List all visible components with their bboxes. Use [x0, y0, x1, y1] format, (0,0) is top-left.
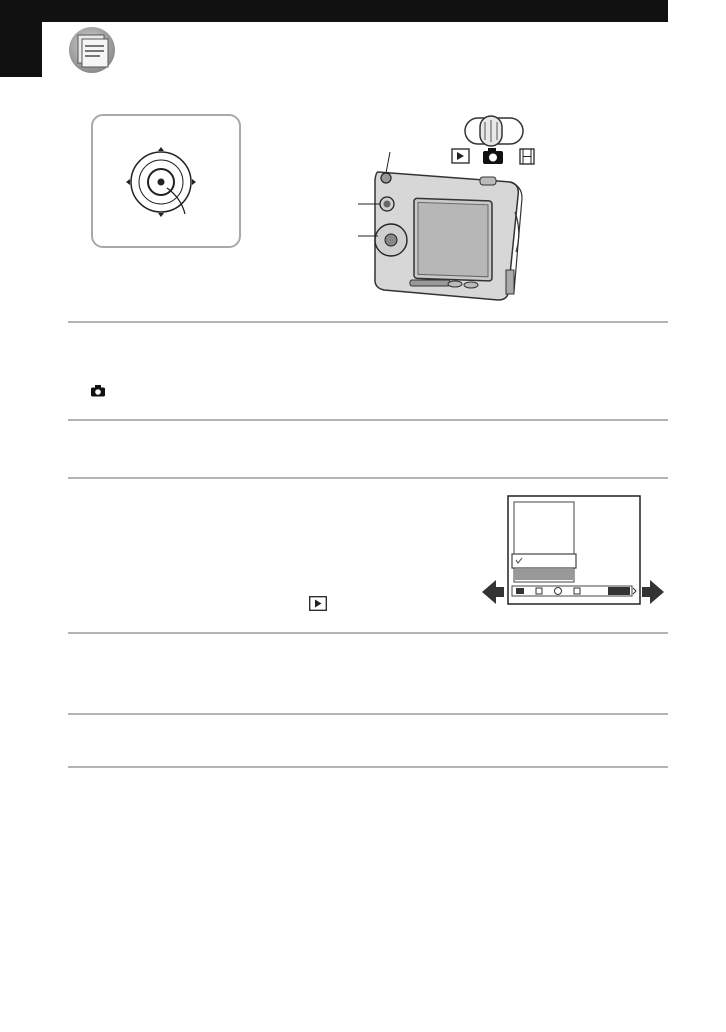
- camera-mode-icon: [483, 148, 503, 164]
- section-divider-4: [68, 632, 668, 634]
- section-divider-6: [68, 766, 668, 768]
- section-divider-2: [68, 419, 668, 421]
- control-button-icon: [115, 134, 219, 230]
- section-divider-1: [68, 321, 668, 323]
- section-divider-5: [68, 713, 668, 715]
- menu-screen-icon: [478, 492, 668, 612]
- arrow-left-icon: [482, 580, 504, 604]
- arrow-right-icon: [642, 580, 664, 604]
- movie-mode-icon: [520, 149, 534, 164]
- mode-switch-icon: [465, 116, 523, 146]
- section-divider-3: [68, 477, 668, 479]
- camera-body-icon: [350, 112, 540, 302]
- chapter-tab: [0, 22, 42, 77]
- playback-mode-icon: [452, 149, 469, 163]
- header-bar: [0, 0, 668, 22]
- playback-mode-icon: [309, 596, 327, 611]
- photo-pages-icon: [64, 26, 120, 74]
- control-button-inset: [91, 114, 241, 248]
- camera-mode-icon: [91, 385, 105, 397]
